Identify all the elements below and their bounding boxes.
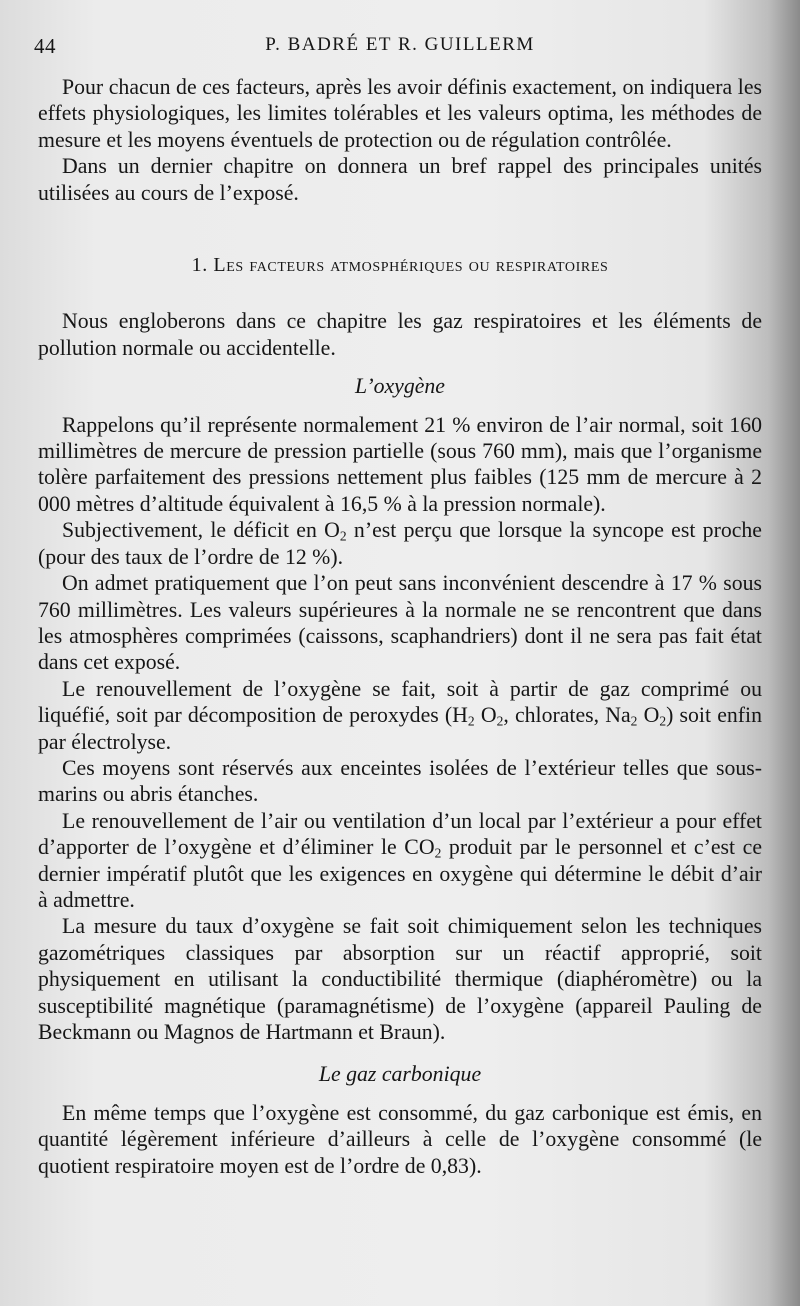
oxygene-paragraph-7: La mesure du taux d’oxygène se fait soit chimiquement selon les techniques gazométriques classiques par absorption sur un réactif approprié, soit physiquement en utilisant la conductibilité thermique (diaphéromètre) ou la susceptibilité magnétique (paramagnétisme) de l’oxygène (appareil Pauling de Beckmann ou Magnos de Hartmann et Braun).	[38, 914, 762, 1044]
section-number: 1.	[191, 254, 208, 277]
page-body	[38, 74, 762, 1179]
subheading-gaz-carbonique: Le gaz carbonique	[318, 1062, 482, 1087]
page-header	[30, 30, 770, 60]
intro-paragraph-2: Dans un dernier chapitre on donnera un bref rappel des principales unités utilisées au cours de l’exposé.	[38, 154, 762, 205]
oxygene-paragraph-1: Rappelons qu’il représente normalement 21 % environ de l’air normal, soit 160 millimètres de mercure de pression partielle (sous 760 mm), mais que l’organisme tolère parfaitement des pressions nettement plus faibles (125 mm de mercure à 2 000 mètres d’altitude équivalent à 16,5 % à la pression normale).	[38, 412, 762, 516]
oxygene-paragraph-4: Le renouvellement de l’oxygène se fait, soit à partir de gaz comprimé ou liquéfié, soit par décomposition de peroxydes ($H_2$ $O_2$, chlorates, $Na_2$ $O_2$) soit enfin par électrolyse.	[38, 676, 762, 754]
oxygene-paragraph-6: Le renouvellement de l’air ou ventilation d’un local par l’extérieur a pour effet d’apporter de l’oxygène et d’éliminer le $CO_2$ produit par le personnel et c’est ce dernier impératif plutôt que les exigences en oxygène qui détermine le débit d’air à admettre.	[38, 808, 762, 912]
section-intro-paragraph: Nous engloberons dans ce chapitre les gaz respiratoires et les éléments de pollution normale ou accidentelle.	[38, 309, 762, 360]
gaz-carbonique-paragraph-1: En même temps que l’oxygène est consommé, du gaz carbonique est émis, en quantité légèrement inférieure d’ailleurs à celle de l’oxygène consommé (le quotient respiratoire moyen est de l’ordre de 0,83).	[38, 1100, 762, 1178]
page-number: 44	[34, 34, 56, 58]
running-head: P. BADRÉ ET R. GUILLERM	[265, 34, 535, 55]
intro-paragraph-1: Pour chacun de ces facteurs, après les avoir définis exactement, on indiquera les effets physiologiques, les limites tolérables et les valeurs optima, les méthodes de mesure et les moyens éventuels de protection ou de régulation contrôlée.	[38, 75, 762, 152]
oxygene-paragraph-5: Ces moyens sont réservés aux enceintes isolées de l’extérieur telles que sous-marins ou abris étanches.	[38, 755, 762, 807]
oxygene-paragraph-3: On admet pratiquement que l’on peut sans inconvénient descendre à 17 % sous 760 millimètres. Les valeurs supérieures à la normale ne se rencontrent que dans les atmosphères comprimées (caissons, scaphandriers) dont il ne sera pas fait état dans cet exposé.	[38, 571, 762, 675]
section-title: Les facteurs atmosphériques ou respiratoires	[213, 254, 609, 277]
section-heading	[38, 252, 762, 278]
oxygene-paragraph-2: Subjectivement, le déficit en $O_2$ n’est perçu que lorsque la syncope est proche (pour des taux de l’ordre de 12 %).	[38, 518, 762, 569]
subheading-oxygene: L’oxygène	[355, 374, 445, 399]
